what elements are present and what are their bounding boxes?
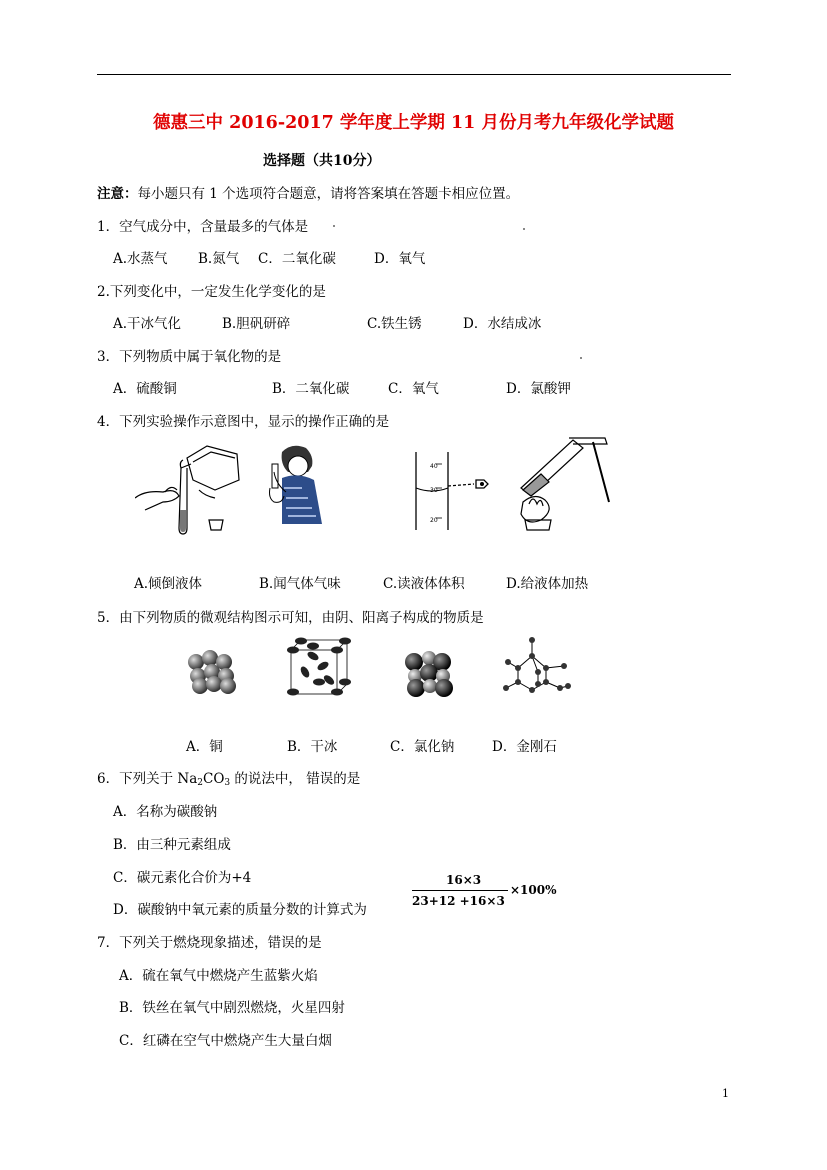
q6-option-b: B．由三种元素组成 — [113, 837, 231, 853]
diamond-structure-figure — [498, 636, 572, 698]
heating-liquid-figure — [515, 434, 620, 534]
q4-option-d: D.给液体加热 — [506, 576, 589, 592]
formula-denominator: 23+12 +16×3 — [412, 894, 505, 908]
q4-option-b: B.闻气体气味 — [259, 576, 341, 592]
q3-option-d: D．氯酸钾 — [506, 381, 571, 397]
q6-subscript: 2 — [197, 778, 203, 788]
q1-option-d: D．氧气 — [374, 251, 426, 267]
q7-stem: 7．下列关于燃烧现象描述，错误的是 — [97, 935, 322, 951]
q3-option-b: B．二氧化碳 — [272, 381, 350, 397]
notice-text: 每小题只有 1 个选项符合题意，请将答案填在答题卡相应位置。 — [137, 186, 520, 202]
cylinder-mark: 30 — [430, 487, 438, 494]
scan-speck — [580, 357, 582, 359]
q1-option-a: A.水蒸气 — [113, 251, 168, 267]
q7-option-b: B．铁丝在氧气中剧烈燃烧，火星四射 — [119, 1000, 345, 1016]
q2-option-c: C.铁生锈 — [367, 316, 422, 332]
q3-stem: 3．下列物质中属于氧化物的是 — [97, 349, 282, 365]
q3-option-a: A．硫酸铜 — [113, 381, 177, 397]
q5-option-c: C．氯化钠 — [390, 739, 455, 755]
q4-option-a: A.倾倒液体 — [134, 576, 203, 592]
fraction-bar — [412, 890, 508, 891]
scan-speck — [333, 225, 335, 227]
smelling-gas-figure — [262, 442, 342, 527]
q6-subscript: 3 — [224, 778, 231, 788]
page-title: 德惠三中 2016-2017 学年度上学期 11 月份月考九年级化学试题 — [153, 113, 674, 133]
scan-speck — [523, 228, 525, 230]
q2-option-d: D．水结成冰 — [463, 316, 542, 332]
formula-percent: ×100% — [510, 883, 557, 897]
q6-stem-text: 的说法中， 错误的是 — [230, 771, 361, 787]
q1-stem: 1．空气成分中，含量最多的气体是 — [97, 219, 309, 235]
q6-stem-text: 6．下列关于 Na — [97, 771, 198, 787]
q7-option-a: A．硫在氧气中燃烧产生蓝紫火焰 — [119, 968, 318, 984]
pouring-liquid-figure — [135, 440, 245, 535]
section-heading: 选择题（共10分） — [263, 153, 381, 169]
q5-option-d: D．金刚石 — [492, 739, 557, 755]
sodium-chloride-structure-figure — [402, 648, 456, 698]
q3-option-c: C．氧气 — [388, 381, 439, 397]
notice-label: 注意： — [97, 186, 138, 202]
dry-ice-structure-figure — [283, 636, 353, 698]
q2-stem: 2.下列变化中，一定发生化学变化的是 — [97, 284, 326, 300]
q7-option-c: C．红磷在空气中燃烧产生大量白烟 — [119, 1033, 332, 1049]
q2-option-b: B.胆矾研碎 — [222, 316, 291, 332]
q6-stem-text: CO — [202, 771, 225, 787]
q6-option-d: D．碳酸钠中氧元素的质量分数的计算式为 — [113, 902, 367, 918]
q1-option-b: B.氮气 — [198, 251, 240, 267]
reading-volume-figure — [408, 450, 498, 532]
formula-numerator: 16×3 — [446, 873, 482, 887]
header-rule — [97, 74, 731, 75]
q6-option-a: A．名称为碳酸钠 — [113, 804, 218, 820]
cylinder-mark: 40 — [430, 463, 438, 470]
q2-option-a: A.干冰气化 — [113, 316, 182, 332]
q6-stem — [97, 767, 360, 788]
q5-option-b: B．干冰 — [287, 739, 338, 755]
q1-option-c: C．二氧化碳 — [258, 251, 336, 267]
cylinder-mark: 20 — [430, 517, 438, 524]
copper-structure-figure — [186, 648, 238, 696]
q4-option-c: C.读液体体积 — [383, 576, 465, 592]
q5-option-a: A．铜 — [186, 739, 223, 755]
page-number: 1 — [722, 1087, 729, 1100]
mass-fraction-formula — [408, 873, 558, 913]
q5-stem: 5．由下列物质的微观结构图示可知，由阴、阳离子构成的物质是 — [97, 610, 484, 626]
q4-stem: 4．下列实验操作示意图中，显示的操作正确的是 — [97, 414, 390, 430]
q6-option-c: C．碳元素化合价为+4 — [113, 870, 252, 886]
notice — [97, 182, 519, 202]
